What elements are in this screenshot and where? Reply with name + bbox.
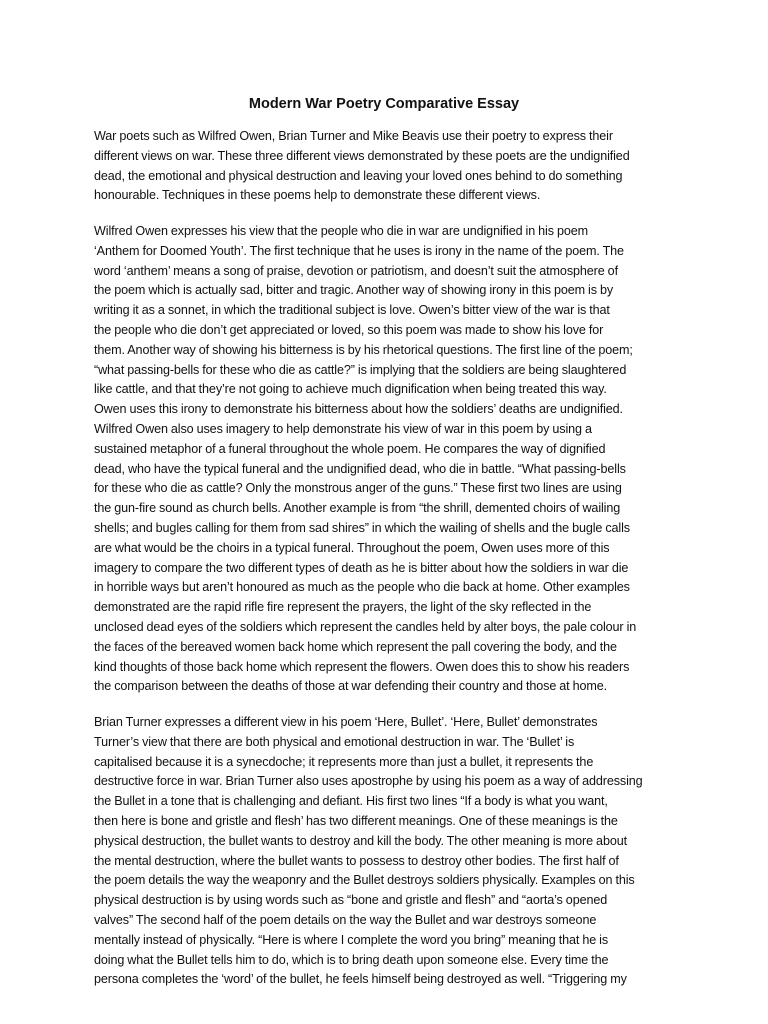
- text-line: the comparison between the deaths of those at war defending their country and those at home.: [94, 679, 608, 694]
- text-line: word ‘anthem’ means a song of praise, devotion or patriotism, and doesn’t suit the atmosphere of: [94, 263, 618, 278]
- text-line: dead, the emotional and physical destruction and leaving your loved ones behind to do something: [94, 168, 623, 183]
- text-line: then here is bone and gristle and flesh’ has two different meanings. One of these meanings is the: [94, 813, 618, 828]
- text-line: Turner’s view that there are both physical and emotional destruction in war. The ‘Bullet’ is: [94, 734, 575, 749]
- text-line: different views on war. These three different views demonstrated by these poets are the undignified: [94, 148, 630, 163]
- text-line: the faces of the bereaved women back home which represent the pall covering the body, and the: [94, 639, 617, 654]
- text-line: them. Another way of showing his bitterness is by his rhetorical questions. The first line of the poem;: [94, 342, 633, 357]
- text-line: persona completes the ‘word’ of the bullet, he feels himself being destroyed as well. “Triggering my: [94, 972, 627, 987]
- text-line: demonstrated are the rapid rifle fire represent the prayers, the light of the sky reflected in the: [94, 600, 592, 615]
- text-line: War poets such as Wilfred Owen, Brian Turner and Mike Beavis use their poetry to express their: [94, 129, 613, 143]
- text-line: destructive force in war. Brian Turner also uses apostrophe by using his poem as a way of addressing: [94, 774, 643, 789]
- text-line: the gun-fire sound as church bells. Another example is from “the shrill, demented choirs of wailing: [94, 501, 621, 516]
- text-line: doing what the Bullet tells him to do, which is to bring death upon someone else. Every time the: [94, 952, 609, 967]
- text-line: in horrible ways but aren’t honoured as much as the people who die back at home. Other examples: [94, 580, 630, 595]
- text-line: the poem details the way the weaponry and the Bullet destroys soldiers physically. Examples on this: [94, 873, 635, 888]
- text-line: the poem which is actually sad, bitter and tragic. Another way of showing irony in this poem is by: [94, 283, 614, 298]
- text-line: “what passing-bells for these who die as cattle?” is implying that the soldiers are being slaughtered: [94, 362, 627, 377]
- text-line: honourable. Techniques in these poems help to demonstrate these different views.: [94, 188, 541, 203]
- paragraph-introduction: [94, 127, 674, 206]
- text-line: ‘Anthem for Doomed Youth’. The first technique that he uses is irony in the name of the poem. The: [94, 243, 624, 258]
- text-line: Wilfred Owen also uses imagery to help demonstrate his view of war in this poem by using a: [94, 421, 592, 436]
- text-line: valves” The second half of the poem details on the way the Bullet and war destroys someone: [94, 912, 597, 927]
- text-line: mentally instead of physically. “Here is where I complete the word you bring” meaning that he is: [94, 932, 609, 947]
- text-line: physical destruction is by using words such as “bone and gristle and flesh” and “aorta’s opened: [94, 893, 608, 908]
- text-line: the people who die don’t get appreciated or loved, so this poem was made to show his love for: [94, 322, 604, 337]
- text-line: Owen uses this irony to demonstrate his bitterness about how the soldiers’ deaths are undignified.: [94, 402, 623, 417]
- text-line: shells; and bugles calling for them from sad shires” in which the wailing of shells and the bugle calls: [94, 520, 630, 535]
- text-line: kind thoughts of those back home which represent the flowers. Owen does this to show his readers: [94, 659, 630, 674]
- text-line: Brian Turner expresses a different view in his poem ‘Here, Bullet’. ‘Here, Bullet’ demonstrates: [94, 715, 598, 729]
- text-line: for these who die as cattle? Only the monstrous anger of the guns.” These first two lines are using: [94, 481, 622, 496]
- document-title: Modern War Poetry Comparative Essay: [248, 96, 520, 112]
- paragraph-wilfred-owen: [94, 222, 674, 697]
- text-line: like cattle, and that they’re not going to achieve much dignification when being treated this way.: [94, 382, 607, 397]
- text-line: physical destruction, the bullet wants to destroy and kill the body. The other meaning is more about: [94, 833, 627, 848]
- text-line: capitalised because it is a synecdoche; it represents more than just a bullet, it represents the: [94, 754, 594, 769]
- text-line: dead, who have the typical funeral and the undignified dead, who die in battle. “What passing-bells: [94, 461, 626, 476]
- text-line: writing it as a sonnet, in which the traditional subject is love. Owen’s bitter view of the war is that: [94, 303, 610, 318]
- text-line: imagery to compare the two different types of death as he is bitter about how the soldiers in war die: [94, 560, 629, 575]
- text-line: sustained metaphor of a funeral throughout the whole poem. He compares the way of dignified: [94, 441, 606, 456]
- text-line: unclosed dead eyes of the soldiers which represent the candles held by alter boys, the pale colour in: [94, 619, 637, 634]
- paragraph-brian-turner: [94, 713, 674, 990]
- text-line: the mental destruction, where the bullet wants to possess to destroy other bodies. The first half of: [94, 853, 619, 868]
- text-line: the Bullet in a tone that is challenging and defiant. His first two lines “If a body is what you want,: [94, 794, 608, 809]
- text-line: are what would be the choirs in a typical funeral. Throughout the poem, Owen uses more of this: [94, 540, 610, 555]
- text-line: Wilfred Owen expresses his view that the people who die in war are undignified in his poem: [94, 224, 589, 238]
